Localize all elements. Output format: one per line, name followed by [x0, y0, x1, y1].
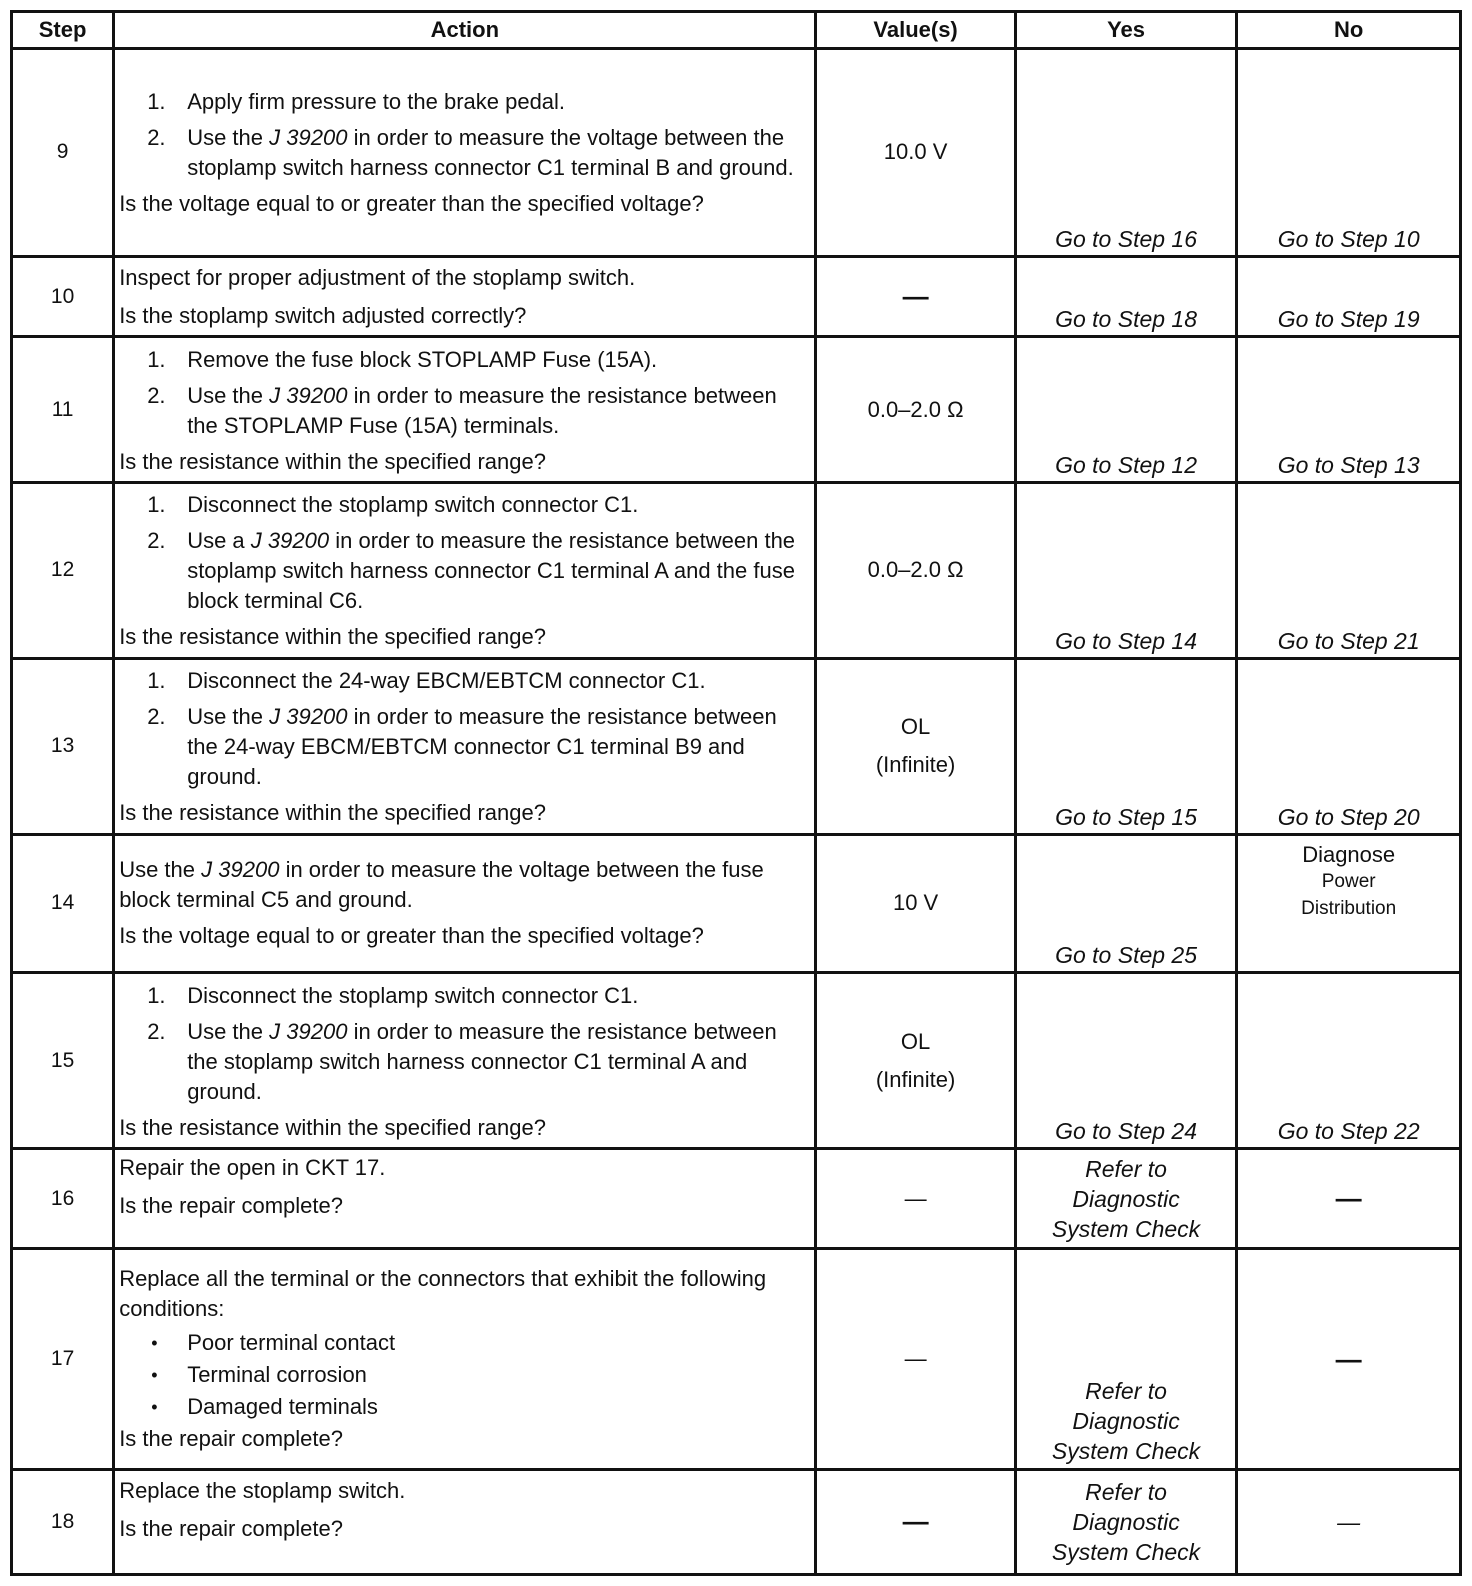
value-cell: 10 V [816, 834, 1015, 973]
header-yes: Yes [1015, 12, 1237, 49]
yes-cell: Refer to Diagnostic System Check [1015, 1470, 1237, 1575]
bullet-item: • Terminal corrosion [151, 1362, 367, 1388]
action-item: 2. Use the J 39200 in order to measure the resistance between the stoplamp switch harness connector C1 terminal A and ground. [147, 1018, 777, 1104]
action-text: Replace all the terminal or the connectors that exhibit the following conditions: [119, 1266, 767, 1322]
header-step: Step [12, 12, 114, 49]
value-cell: 0.0–2.0 Ω [816, 482, 1015, 658]
table-row [12, 337, 1461, 483]
yes-cell: Refer to Diagnostic System Check [1015, 1148, 1237, 1248]
action-text: Inspect for proper adjustment of the stoplamp switch. [119, 264, 636, 290]
table-row [12, 482, 1461, 658]
yes-cell: Go to Step 15 [1015, 658, 1237, 834]
step-number: 15 [12, 973, 114, 1149]
action-item: 1. Disconnect the stoplamp switch connector C1. [147, 492, 639, 518]
yes-cell: Go to Step 14 [1015, 482, 1237, 658]
value-cell: 10.0 V [816, 49, 1015, 257]
action-cell [114, 482, 816, 658]
table-row [12, 49, 1461, 257]
yes-cell: Go to Step 16 [1015, 49, 1237, 257]
no-cell: Go to Step 10 [1237, 49, 1461, 257]
action-text: Replace the stoplamp switch. [119, 1478, 406, 1504]
step-number: 10 [12, 256, 114, 336]
table-row [12, 1249, 1461, 1470]
action-item: 1. Disconnect the stoplamp switch connector C1. [147, 982, 639, 1008]
action-item: 2. Use the J 39200 in order to measure the resistance between the 24-way EBCM/EBTCM connector C1 terminal B9 and ground. [147, 704, 777, 790]
yes-cell: Go to Step 24 [1015, 973, 1237, 1149]
yes-cell: Refer to Diagnostic System Check [1015, 1249, 1237, 1470]
action-item: 2. Use the J 39200 in order to measure the resistance between the STOPLAMP Fuse (15A) terminals. [147, 382, 777, 438]
action-item: 2. Use the J 39200 in order to measure the voltage between the stoplamp switch harness connector C1 terminal B and ground. [147, 125, 794, 181]
header-values: Value(s) [816, 12, 1015, 49]
step-number: 12 [12, 482, 114, 658]
diagnostic-table [10, 10, 1462, 1576]
no-cell: Go to Step 21 [1237, 482, 1461, 658]
action-question: Is the resistance within the specified range? [119, 448, 546, 474]
action-question: Is the voltage equal to or greater than the specified voltage? [119, 923, 704, 949]
value-cell: 0.0–2.0 Ω [816, 337, 1015, 483]
bullet-item: • Poor terminal contact [151, 1330, 396, 1356]
no-cell: Go to Step 13 [1237, 337, 1461, 483]
value-cell: — [816, 1249, 1015, 1470]
no-cell: Go to Step 19 [1237, 256, 1461, 336]
no-cell: Go to Step 20 [1237, 658, 1461, 834]
yes-cell: Go to Step 18 [1015, 256, 1237, 336]
action-item: 1. Disconnect the 24-way EBCM/EBTCM connector C1. [147, 668, 706, 694]
value-cell: OL (Infinite) [816, 973, 1015, 1149]
table-row [12, 1470, 1461, 1575]
action-question: Is the resistance within the specified range? [119, 624, 546, 650]
step-number: 9 [12, 49, 114, 257]
yes-cell: Go to Step 25 [1015, 834, 1237, 973]
header-no: No [1237, 12, 1461, 49]
action-cell [114, 1249, 816, 1470]
action-cell [114, 973, 816, 1149]
action-cell [114, 337, 816, 483]
step-number: 16 [12, 1148, 114, 1248]
table-row [12, 1148, 1461, 1248]
header-action: Action [114, 12, 816, 49]
action-question: Is the resistance within the specified range? [119, 1114, 546, 1140]
step-number: 17 [12, 1249, 114, 1470]
action-item: 2. Use a J 39200 in order to measure the resistance between the stoplamp switch harness connector C1 terminal A and the fuse block terminal C6. [147, 528, 796, 614]
value-cell: — [816, 1470, 1015, 1575]
action-cell [114, 834, 816, 973]
action-cell [114, 658, 816, 834]
action-question: Is the voltage equal to or greater than the specified voltage? [119, 191, 704, 217]
step-number: 11 [12, 337, 114, 483]
no-cell: — [1237, 1249, 1461, 1470]
value-cell: — [816, 256, 1015, 336]
no-cell: Diagnose Power Distribution [1237, 834, 1461, 973]
action-cell [114, 1470, 816, 1575]
table-row [12, 658, 1461, 834]
value-cell: — [816, 1148, 1015, 1248]
value-cell: OL (Infinite) [816, 658, 1015, 834]
table-row [12, 256, 1461, 336]
action-cell [114, 256, 816, 336]
action-question: Is the repair complete? [119, 1516, 343, 1542]
action-question: Is the resistance within the specified range? [119, 800, 546, 826]
action-text: Use the J 39200 in order to measure the voltage between the fuse block terminal C5 and ground. [119, 857, 764, 913]
table-row [12, 834, 1461, 973]
action-question: Is the repair complete? [119, 1426, 343, 1452]
action-item: 1. Remove the fuse block STOPLAMP Fuse (15A). [147, 346, 658, 372]
step-number: 18 [12, 1470, 114, 1575]
action-cell [114, 49, 816, 257]
action-question: Is the repair complete? [119, 1192, 343, 1218]
bullet-item: • Damaged terminals [151, 1394, 378, 1420]
step-number: 13 [12, 658, 114, 834]
no-cell: Go to Step 22 [1237, 973, 1461, 1149]
action-cell [114, 1148, 816, 1248]
step-number: 14 [12, 834, 114, 973]
action-item: 1. Apply firm pressure to the brake pedal. [147, 89, 566, 115]
header-row [12, 12, 1461, 49]
table-row [12, 973, 1461, 1149]
yes-cell: Go to Step 12 [1015, 337, 1237, 483]
action-question: Is the stoplamp switch adjusted correctly? [119, 302, 527, 328]
no-cell: — [1237, 1148, 1461, 1248]
no-cell: — [1237, 1470, 1461, 1575]
action-text: Repair the open in CKT 17. [119, 1154, 386, 1180]
